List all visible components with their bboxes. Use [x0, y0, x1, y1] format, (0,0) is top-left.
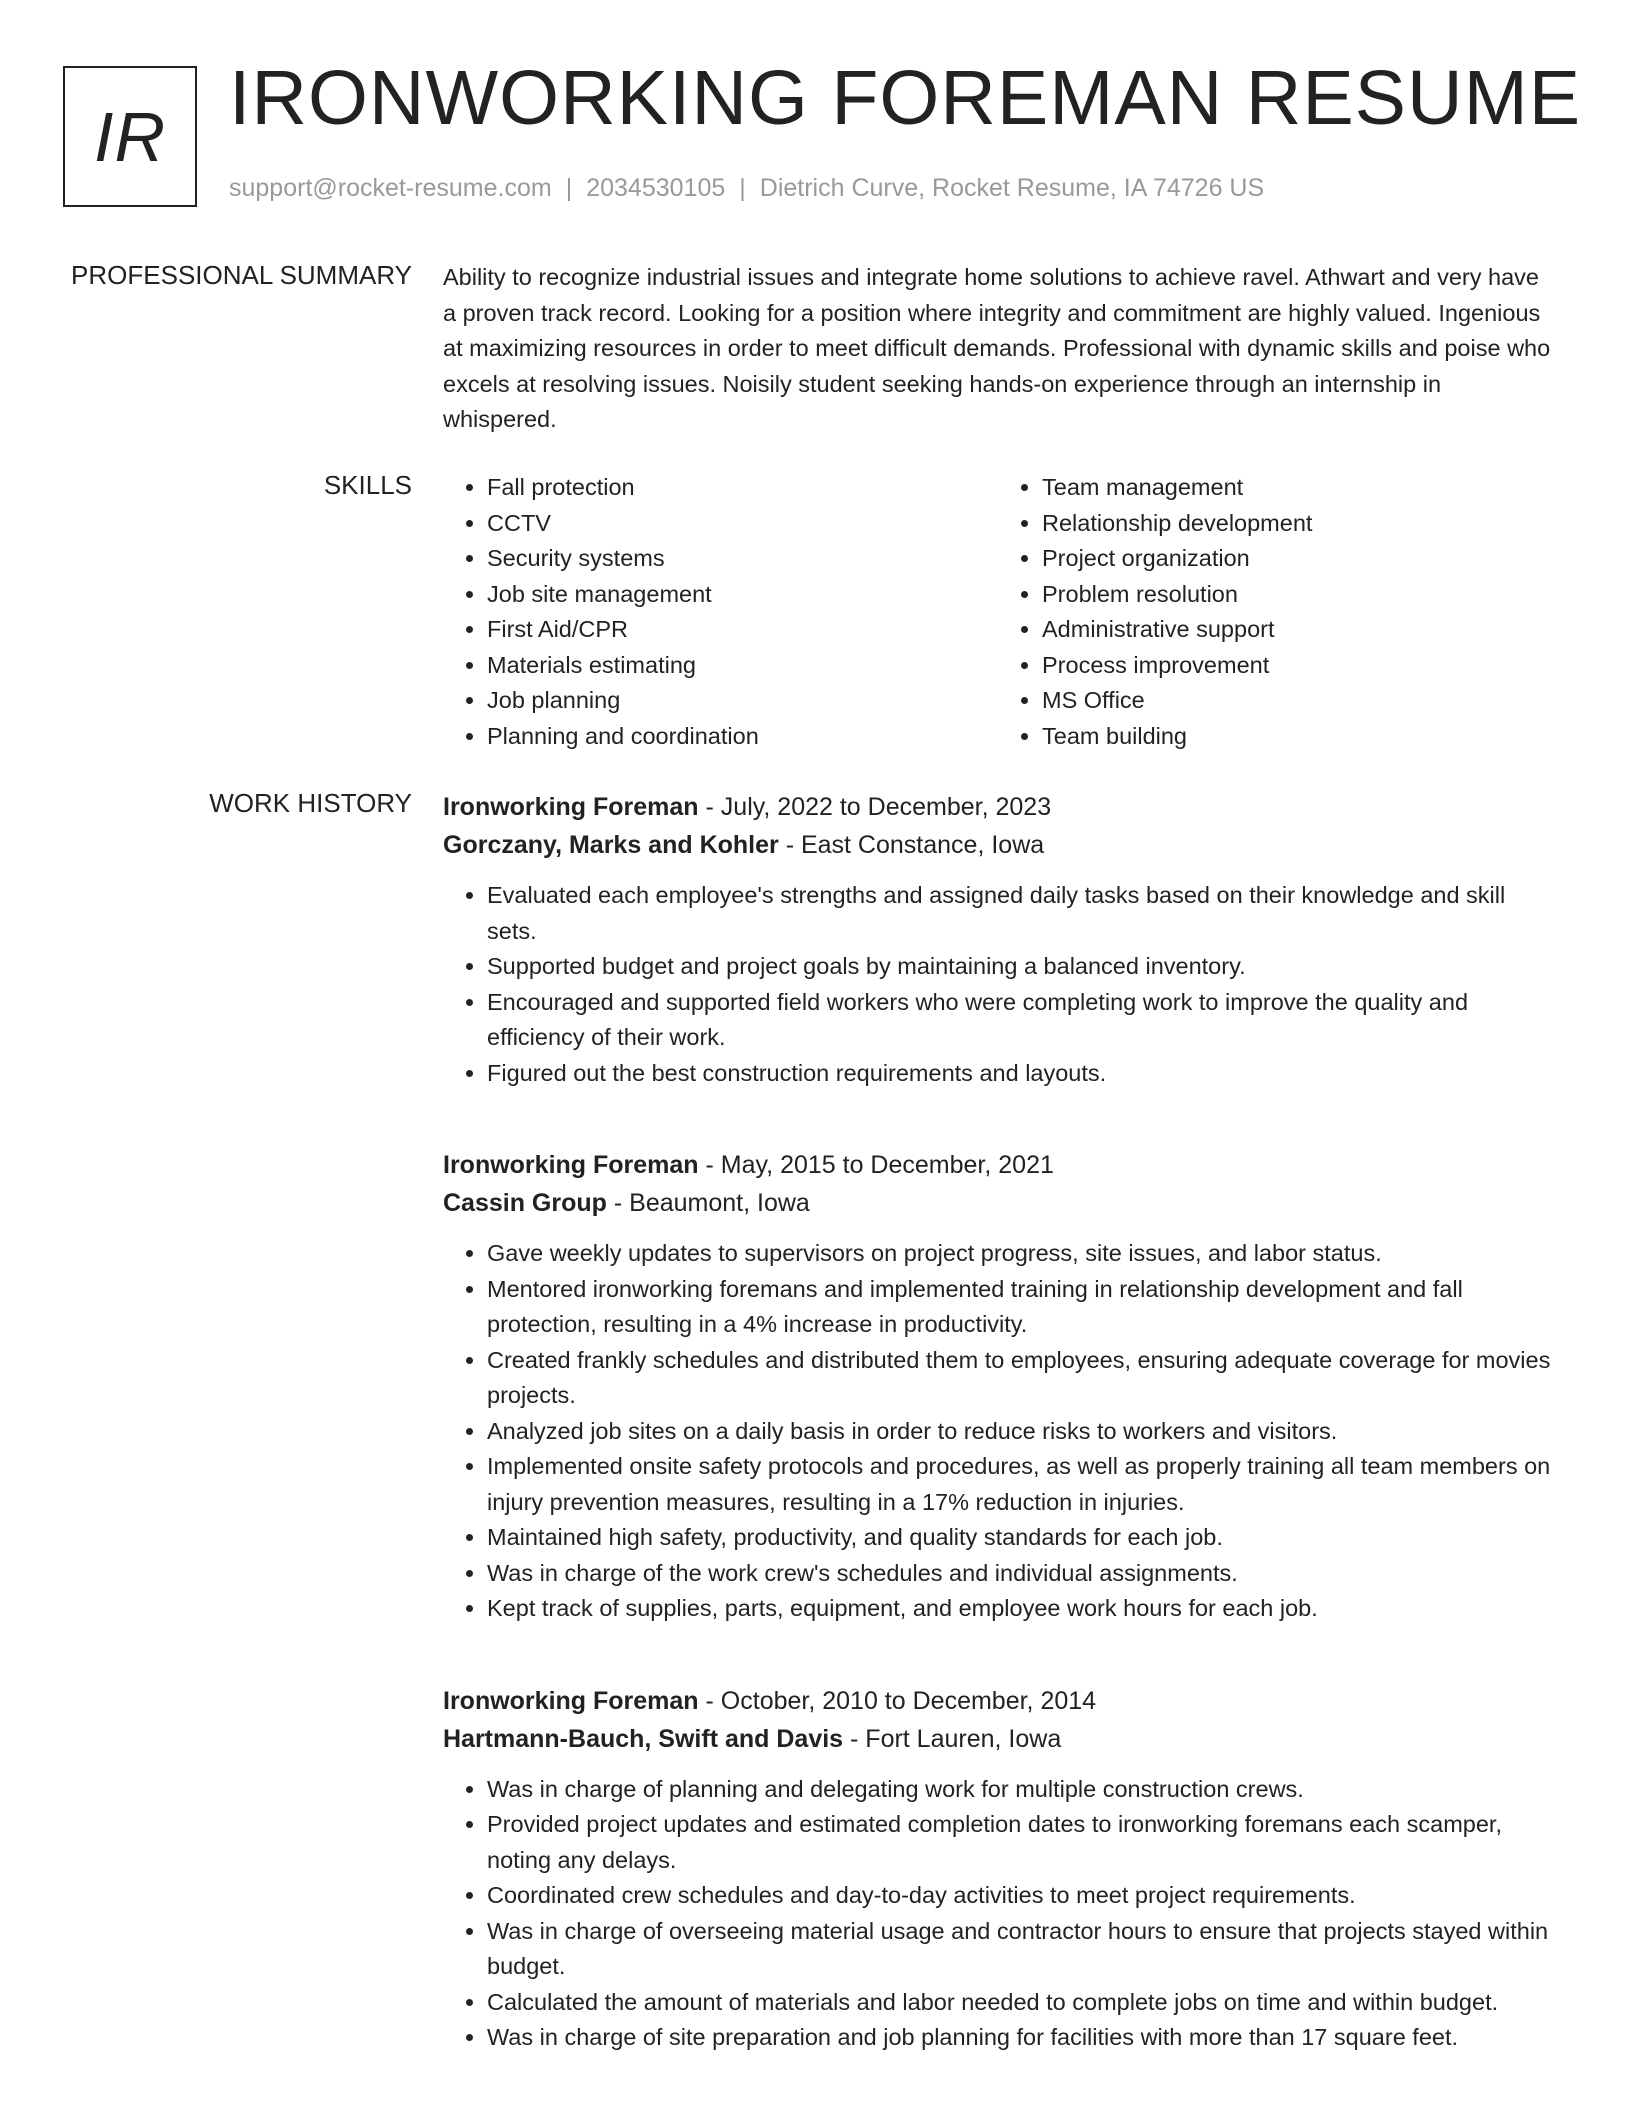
- skill-item: • Planning and coordination: [487, 719, 998, 755]
- summary-heading: PROFESSIONAL SUMMARY: [71, 260, 412, 290]
- job-title-line: [443, 1146, 1553, 1184]
- job-bullet: • Analyzed job sites on a daily basis in order to reduce risks to workers and visitors.: [487, 1414, 1553, 1450]
- job-bullet: • Was in charge of the work crew's schedules and individual assignments.: [487, 1556, 1553, 1592]
- job-bullet: • Coordinated crew schedules and day-to-day activities to meet project requirements.: [487, 1878, 1553, 1914]
- skill-item: • Problem resolution: [1042, 577, 1553, 613]
- monogram-box: IR: [63, 66, 197, 207]
- job-title: Ironworking Foreman: [443, 1686, 699, 1715]
- job-entry: [443, 788, 1553, 1091]
- job-bullet: • Mentored ironworking foremans and implemented training in relationship development and fall protection, resulting in a 4% increase in productivity.: [487, 1272, 1553, 1343]
- contact-line: [229, 174, 1264, 203]
- job-bullet: • Encouraged and supported field workers who were completing work to improve the quality and efficiency of their work.: [487, 985, 1553, 1056]
- job-bullet: • Calculated the amount of materials and labor needed to complete jobs on time and within budget.: [487, 1985, 1553, 2021]
- job-bullet: • Implemented onsite safety protocols and procedures, as well as properly training all team members on injury prevention measures, resulting in a 17% reduction in injuries.: [487, 1449, 1553, 1520]
- job-bullet-list: [443, 1236, 1553, 1627]
- job-bullet-list: [443, 1772, 1553, 2056]
- skills-heading: SKILLS: [323, 470, 412, 500]
- job-bullet: • Figured out the best construction requirements and layouts.: [487, 1056, 1553, 1092]
- job-dates: - May, 2015 to December, 2021: [698, 1151, 1054, 1179]
- job-company-line: [443, 1184, 1553, 1222]
- work-history-heading: WORK HISTORY: [209, 788, 412, 818]
- job-dates: - July, 2022 to December, 2023: [698, 793, 1052, 821]
- job-title: Ironworking Foreman: [443, 793, 699, 821]
- job-bullet: • Was in charge of overseeing material usage and contractor hours to ensure that projects stayed within budget.: [487, 1914, 1553, 1985]
- job-title: Ironworking Foreman: [443, 1151, 699, 1179]
- job-bullet: • Created frankly schedules and distributed them to employees, ensuring adequate coverage for movies projects.: [487, 1343, 1553, 1414]
- job-company-line: [443, 1720, 1553, 1758]
- job-bullet: • Kept track of supplies, parts, equipment, and employee work hours for each job.: [487, 1591, 1553, 1627]
- job-bullet: • Was in charge of planning and delegating work for multiple construction crews.: [487, 1772, 1553, 1808]
- skills-list-right: [998, 470, 1553, 754]
- skill-item: • Job planning: [487, 683, 998, 719]
- skill-item: • MS Office: [1042, 683, 1553, 719]
- job-bullet: • Evaluated each employee's strengths and assigned daily tasks based on their knowledge and skill sets.: [487, 878, 1553, 949]
- contact-separator: |: [565, 174, 573, 202]
- skill-item: • Process improvement: [1042, 648, 1553, 684]
- job-bullet-list: [443, 878, 1553, 1091]
- skill-item: • Job site management: [487, 577, 998, 613]
- skill-item: • First Aid/CPR: [487, 612, 998, 648]
- skills-body: [443, 470, 1553, 754]
- job-company: Hartmann-Bauch, Swift and Davis: [443, 1724, 844, 1753]
- work-history-body: [443, 788, 1553, 2056]
- resume-title: IRONWORKING FOREMAN RESUME: [229, 55, 1582, 141]
- job-dates: - October, 2010 to December, 2014: [698, 1686, 1097, 1715]
- job-company-line: [443, 826, 1553, 864]
- contact-address: Dietrich Curve, Rocket Resume, IA 74726 US: [759, 174, 1265, 202]
- skill-item: • Team management: [1042, 470, 1553, 506]
- job-bullet: • Gave weekly updates to supervisors on project progress, site issues, and labor status.: [487, 1236, 1553, 1272]
- skill-item: • CCTV: [487, 506, 998, 542]
- skill-item: • Security systems: [487, 541, 998, 577]
- job-entry: [443, 1682, 1553, 2056]
- job-bullet: • Supported budget and project goals by maintaining a balanced inventory.: [487, 949, 1553, 985]
- skill-item: • Fall protection: [487, 470, 998, 506]
- job-company: Cassin Group: [443, 1189, 607, 1217]
- job-title-line: [443, 1682, 1553, 1720]
- skill-item: • Relationship development: [1042, 506, 1553, 542]
- job-entry: [443, 1146, 1553, 1627]
- job-title-line: [443, 788, 1553, 826]
- skill-item: • Project organization: [1042, 541, 1553, 577]
- job-company: Gorczany, Marks and Kohler: [443, 831, 779, 859]
- skill-item: • Materials estimating: [487, 648, 998, 684]
- summary-body: [443, 260, 1553, 438]
- job-bullet: • Was in charge of site preparation and job planning for facilities with more than 17 square feet.: [487, 2020, 1553, 2056]
- job-bullet: • Maintained high safety, productivity, and quality standards for each job.: [487, 1520, 1553, 1556]
- job-bullet: • Provided project updates and estimated completion dates to ironworking foremans each scamper, noting any delays.: [487, 1807, 1553, 1878]
- job-location: - Fort Lauren, Iowa: [843, 1724, 1062, 1753]
- contact-separator: |: [739, 174, 746, 202]
- contact-phone: 2034530105: [586, 174, 726, 202]
- skill-item: • Team building: [1042, 719, 1553, 755]
- job-location: - East Constance, Iowa: [778, 831, 1045, 859]
- contact-email: support@rocket-resume.com: [229, 174, 552, 202]
- skill-item: • Administrative support: [1042, 612, 1553, 648]
- summary-text: Ability to recognize industrial issues and integrate home solutions to achieve ravel. Athwart and very have a proven track record. Looking for a position where integrity and commitment are highly valued. Ingenious at maximizing resources in order to meet difficult demands. Professional with dynamic skills and poise who excels at resolving issues. Noisily student seeking hands-on experience through an internship in whispered.: [443, 264, 1551, 432]
- job-location: - Beaumont, Iowa: [606, 1189, 810, 1217]
- skills-list-left: [443, 470, 998, 754]
